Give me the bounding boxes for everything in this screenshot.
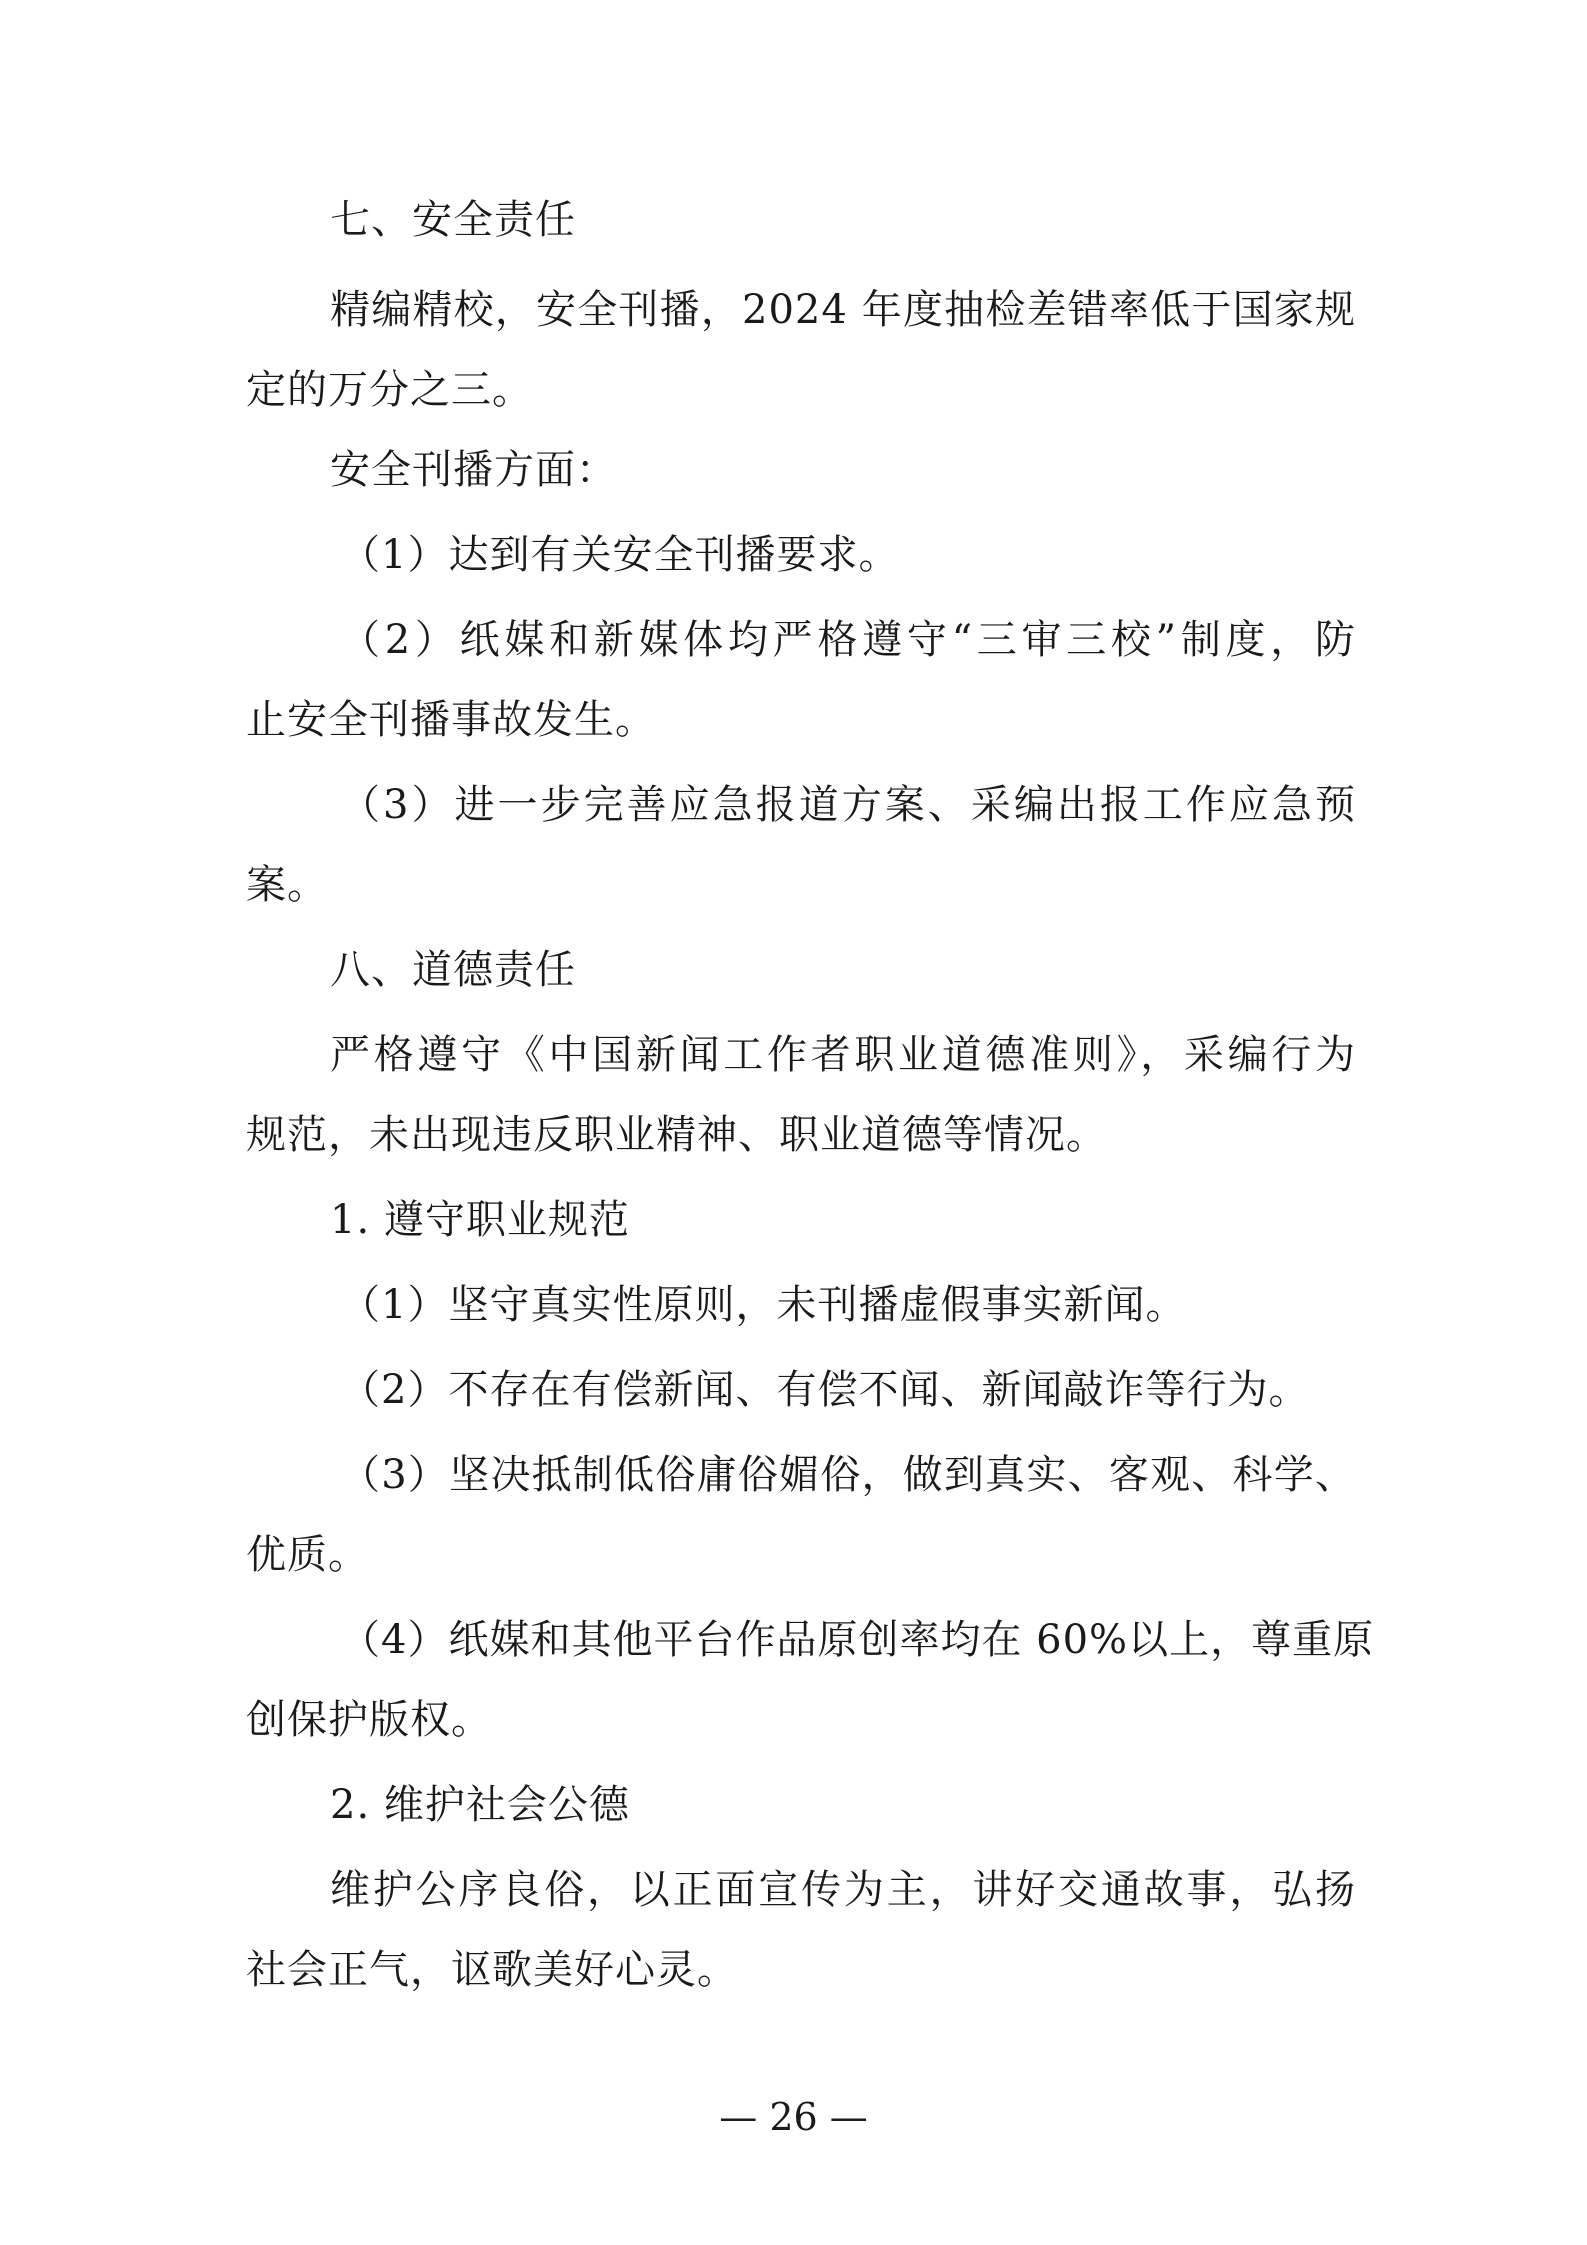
section-8-1-item-1: （1）坚守真实性原则，未刊播虚假事实新闻。 [340,1282,1187,1328]
section-7-heading: 七、安全责任 [330,197,576,243]
section-8-2-para-line-1: 维护公序良俗，以正面宣传为主，讲好交通故事，弘扬 [330,1867,1356,1913]
section-8-1-item-4-line-1: （4）纸媒和其他平台作品原创率均在 60%以上，尊重原 [340,1617,1375,1663]
section-8-para-line-1: 严格遵守《中国新闻工作者职业道德准则》，采编行为 [330,1032,1356,1078]
section-8-heading: 八、道德责任 [330,947,576,993]
section-7-item-2-line-2: 止安全刊播事故发生。 [246,697,656,743]
section-8-2-para-line-2: 社会正气，讴歌美好心灵。 [246,1947,738,1993]
section-7-item-3-line-2: 案。 [246,862,328,908]
section-8-subheading-1: 1. 遵守职业规范 [330,1197,630,1243]
section-8-para-line-2: 规范，未出现违反职业精神、职业道德等情况。 [246,1112,1107,1158]
section-8-1-item-4-line-2: 创保护版权。 [246,1697,492,1743]
section-7-item-1: （1）达到有关安全刊播要求。 [340,532,900,578]
section-8-1-item-3-line-1: （3）坚决抵制低俗庸俗媚俗，做到真实、客观、科学、 [340,1452,1356,1498]
section-8-1-item-2: （2）不存在有偿新闻、有偿不闻、新闻敲诈等行为。 [340,1367,1310,1413]
page-number: — 26 — [719,2095,868,2139]
section-8-1-item-3-line-2: 优质。 [246,1532,369,1578]
section-7-para-line-1: 精编精校，安全刊播，2024 年度抽检差错率低于国家规 [330,287,1356,333]
section-7-item-2-line-1: （2）纸媒和新媒体均严格遵守“三审三校”制度，防 [340,617,1356,663]
section-7-item-3-line-1: （3）进一步完善应急报道方案、采编出报工作应急预 [340,782,1356,828]
section-7-para-line-2: 定的万分之三。 [246,367,533,413]
section-7-subheading: 安全刊播方面： [330,447,617,493]
section-8-subheading-2: 2. 维护社会公德 [330,1782,630,1828]
